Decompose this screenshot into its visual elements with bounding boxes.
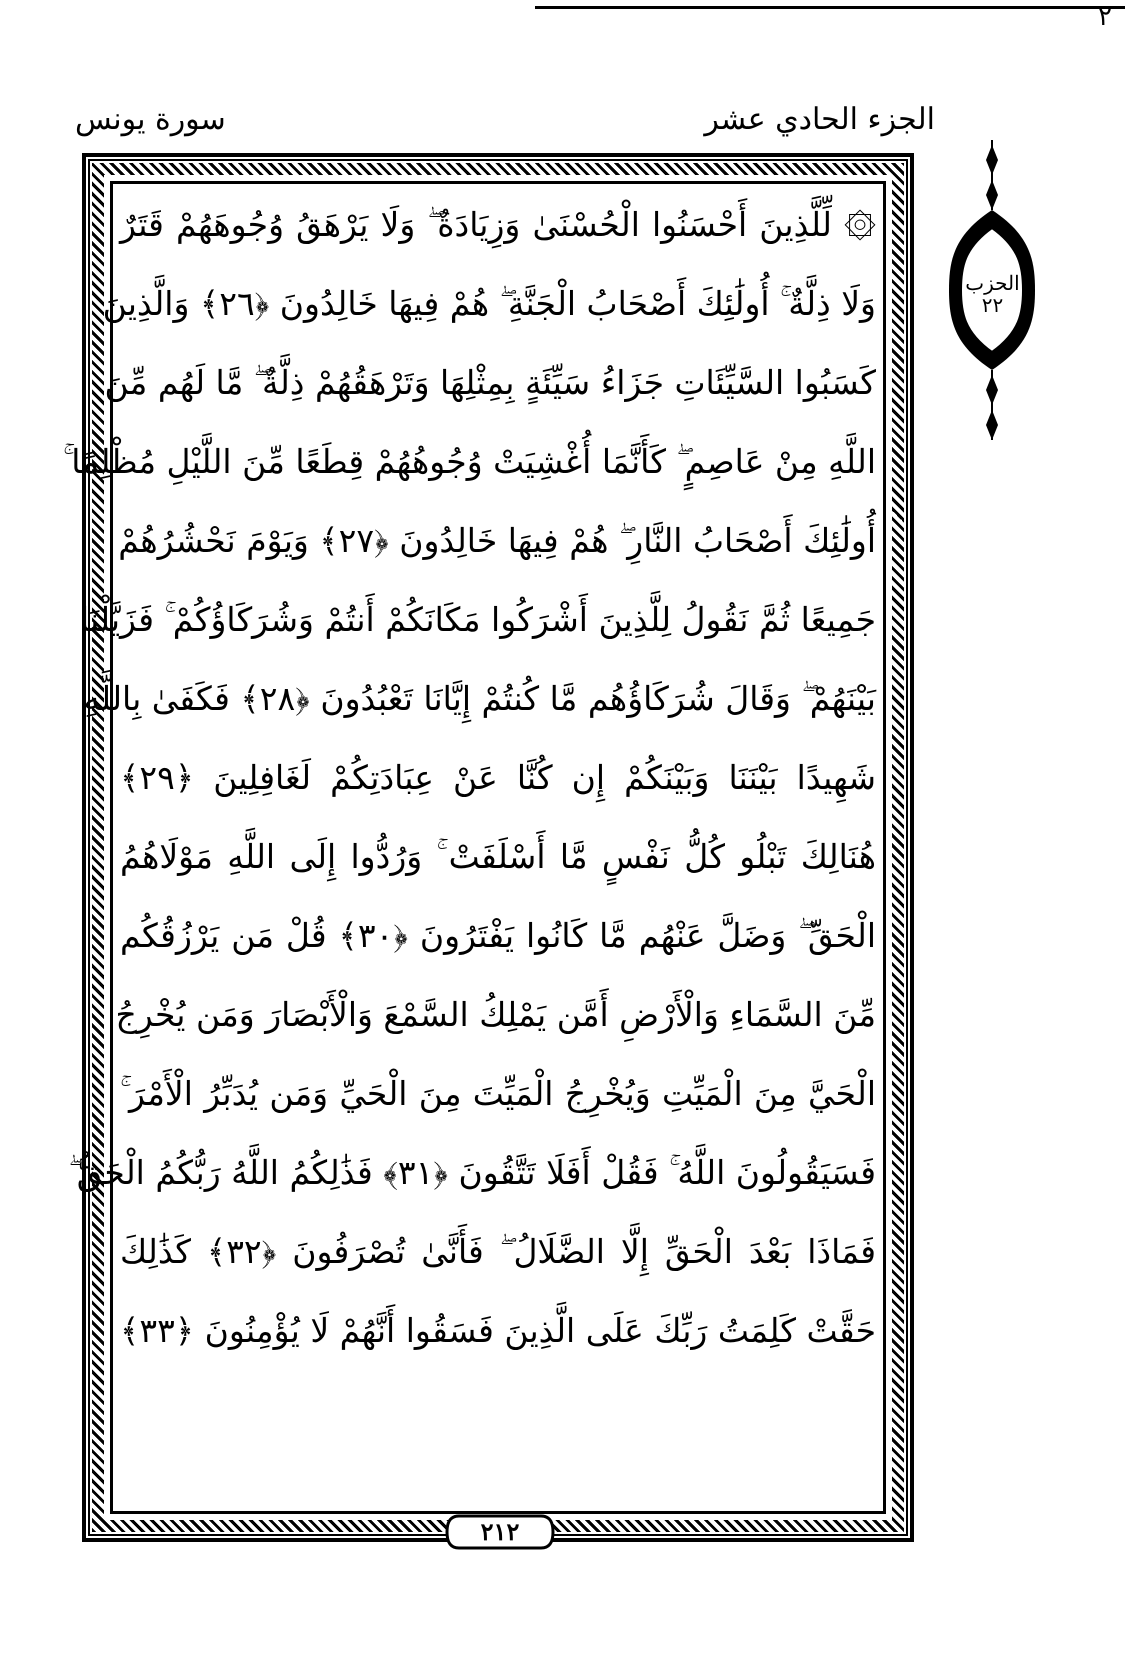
text-line: فَسَيَقُولُونَ اللَّهُ ۚ فَقُلْ أَفَلَا تَتَّقُونَ ﴿٣١﴾ فَذَٰلِكُمُ اللَّهُ رَبُّكُمُ الْحَقُّ ۖ <box>68 1153 876 1192</box>
text-line: هُنَالِكَ تَبْلُو كُلُّ نَفْسٍ مَّا أَسْلَفَتْ ۚ وَرُدُّوا إِلَى اللَّهِ مَوْلَاهُمُ <box>120 837 876 876</box>
text-line: جَمِيعًا ثُمَّ نَقُولُ لِلَّذِينَ أَشْرَكُوا مَكَانَكُمْ أَنتُمْ وَشُرَكَاؤُكُمْ ۚ فَزَيَّلْنَا <box>79 600 876 639</box>
text-line: أُولَٰئِكَ أَصْحَابُ النَّارِ ۖ هُمْ فِيهَا خَالِدُونَ ﴿٢٧﴾ وَيَوْمَ نَحْشُرُهُمْ <box>118 521 876 560</box>
text-line: حَقَّتْ كَلِمَتُ رَبِّكَ عَلَى الَّذِينَ فَسَقُوا أَنَّهُمْ لَا يُؤْمِنُونَ ﴿٣٣﴾ <box>120 1311 876 1350</box>
hizb-number: ٢٢ <box>981 293 1004 317</box>
page-number: ٢١٢ <box>480 1517 520 1546</box>
text-line: الْحَقِّ ۖ وَضَلَّ عَنْهُم مَّا كَانُوا يَفْتَرُونَ ﴿٣٠﴾ قُلْ مَن يَرْزُقُكُم <box>120 916 876 955</box>
text-line: مِّنَ السَّمَاءِ وَالْأَرْضِ أَمَّن يَمْلِكُ السَّمْعَ وَالْأَبْصَارَ وَمَن يُخْرِجُ <box>115 995 876 1034</box>
text-line: فَمَاذَا بَعْدَ الْحَقِّ إِلَّا الضَّلَالُ ۖ فَأَنَّىٰ تُصْرَفُونَ ﴿٣٢﴾ كَذَٰلِكَ <box>120 1232 877 1271</box>
hizb-marker <box>960 272 1025 316</box>
surah-title: سورة يونس <box>75 102 226 137</box>
top-rule <box>535 6 1125 9</box>
corner-number: ٢ <box>1098 2 1112 32</box>
juz-title: الجزء الحادي عشر <box>704 102 935 137</box>
text-line: وَلَا ذِلَّةٌ ۚ أُولَٰئِكَ أَصْحَابُ الْجَنَّةِ ۖ هُمْ فِيهَا خَالِدُونَ ﴿٢٦﴾ وَالَّذِينَ <box>102 284 876 323</box>
text-line: شَهِيدًا بَيْنَنَا وَبَيْنَكُمْ إِن كُنَّا عَنْ عِبَادَتِكُمْ لَغَافِلِينَ ﴿٢٩﴾ <box>120 758 876 797</box>
text-line: اللَّهِ مِنْ عَاصِمٍ ۖ كَأَنَّمَا أُغْشِيَتْ وُجُوهُهُمْ قِطَعًا مِّنَ اللَّيْلِ مُظْلِمًا ۚ <box>62 442 876 481</box>
text-line: بَيْنَهُمْ ۖ وَقَالَ شُرَكَاؤُهُم مَّا كُنتُمْ إِيَّانَا تَعْبُدُونَ ﴿٢٨﴾ فَكَفَىٰ بِاللَّهِ <box>83 679 876 718</box>
hizb-label: الحزب <box>965 271 1020 295</box>
text-line: الْحَيَّ مِنَ الْمَيِّتِ وَيُخْرِجُ الْمَيِّتَ مِنَ الْحَيِّ وَمَن يُدَبِّرُ الْأَمْرَ ۚ <box>120 1074 876 1113</box>
text-line: كَسَبُوا السَّيِّئَاتِ جَزَاءُ سَيِّئَةٍ بِمِثْلِهَا وَتَرْهَقُهُمْ ذِلَّةٌ ۖ مَّا لَهُم مِّنَ <box>104 363 876 402</box>
text-line: ۞ لِّلَّذِينَ أَحْسَنُوا الْحُسْنَىٰ وَزِيَادَةٌ ۖ وَلَا يَرْهَقُ وُجُوهَهُمْ قَتَرٌ <box>120 205 876 244</box>
